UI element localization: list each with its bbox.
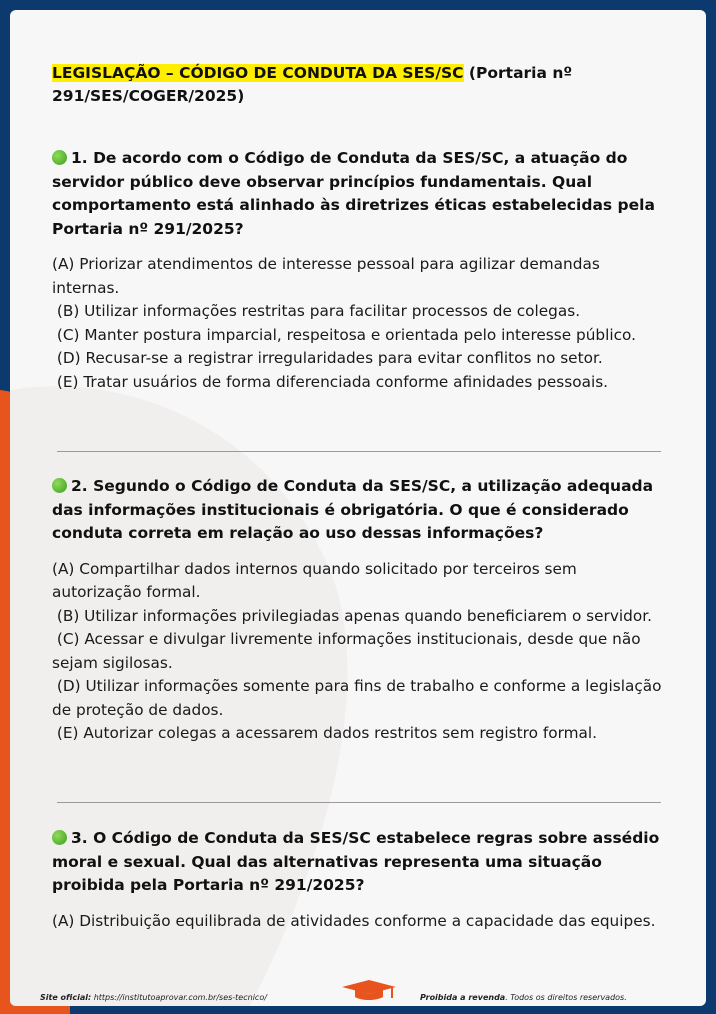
option-a: (A) Distribuição equilibrada de atividades conforme a capacidade das equipes. [52, 911, 656, 930]
option-e: (E) Tratar usuários de forma diferenciada conforme afinidades pessoais. [52, 372, 609, 391]
resale-label: Proibida a revenda [420, 993, 506, 1002]
title-highlight: LEGISLAÇÃO – CÓDIGO DE CONDUTA DA SES/SC [52, 64, 464, 82]
option-d: (D) Utilizar informações somente para fins de trabalho e conforme a legislação de proteção de dados. [52, 677, 667, 719]
green-circle-icon [52, 830, 67, 845]
page-footer [40, 978, 660, 1008]
option-b: (B) Utilizar informações restritas para facilitar processos de colegas. [52, 302, 581, 320]
document-title [52, 62, 666, 108]
graduation-cap-icon [340, 978, 398, 1008]
section-divider [57, 451, 661, 452]
option-a: (A) Priorizar atendimentos de interesse pessoal para agilizar demandas internas. [52, 255, 605, 297]
question-3 [52, 827, 666, 933]
document-header [52, 62, 666, 108]
footer-site [40, 993, 267, 1002]
footer-rights [420, 993, 627, 1002]
question-stem [52, 475, 666, 546]
question-1 [52, 147, 666, 394]
green-circle-icon [52, 150, 67, 165]
title-subtitle: (Portaria nº 291/SES/COGER/2025) [52, 64, 573, 105]
question-text: 1. De acordo com o Código de Conduta da SES/SC, a atuação do servidor público deve observar princípios fundamentais. Qual comportamento está alinhado às diretrizes éticas estabelecidas pela Portaria nº 291/2025? [52, 149, 655, 238]
option-d: (D) Recusar-se a registrar irregularidades para evitar conflitos no setor. [52, 349, 603, 367]
rights-text: . Todos os direitos reservados. [505, 993, 627, 1002]
option-c: (C) Manter postura imparcial, respeitosa e orientada pelo interesse público. [52, 325, 636, 344]
option-e: (E) Autorizar colegas a acessarem dados restritos sem registro formal. [52, 724, 597, 742]
question-stem [52, 827, 666, 898]
document-page [10, 10, 706, 1006]
green-circle-icon [52, 478, 67, 493]
question-2 [52, 475, 666, 746]
question-stem [52, 147, 666, 241]
question-text: 3. O Código de Conduta da SES/SC estabelece regras sobre assédio moral e sexual. Qual das alternativas representa uma situação proibida pela Portaria nº 291/2025? [52, 829, 660, 894]
option-a: (A) Compartilhar dados internos quando solicitado por terceiros sem autorização formal. [52, 559, 582, 601]
question-text: 2. Segundo o Código de Conduta da SES/SC, a utilização adequada das informações institucionais é obrigatória. O que é considerado conduta correta em relação ao uso dessas informações? [52, 477, 654, 542]
site-label: Site oficial: [40, 993, 92, 1002]
option-c: (C) Acessar e divulgar livremente informações institucionais, desde que não sejam sigilosas. [52, 630, 646, 672]
option-b: (B) Utilizar informações privilegiadas apenas quando beneficiarem o servidor. [52, 606, 652, 625]
section-divider [57, 802, 661, 803]
site-url-link[interactable]: https://institutoaprovar.com.br/ses-tecnico/ [91, 993, 267, 1002]
